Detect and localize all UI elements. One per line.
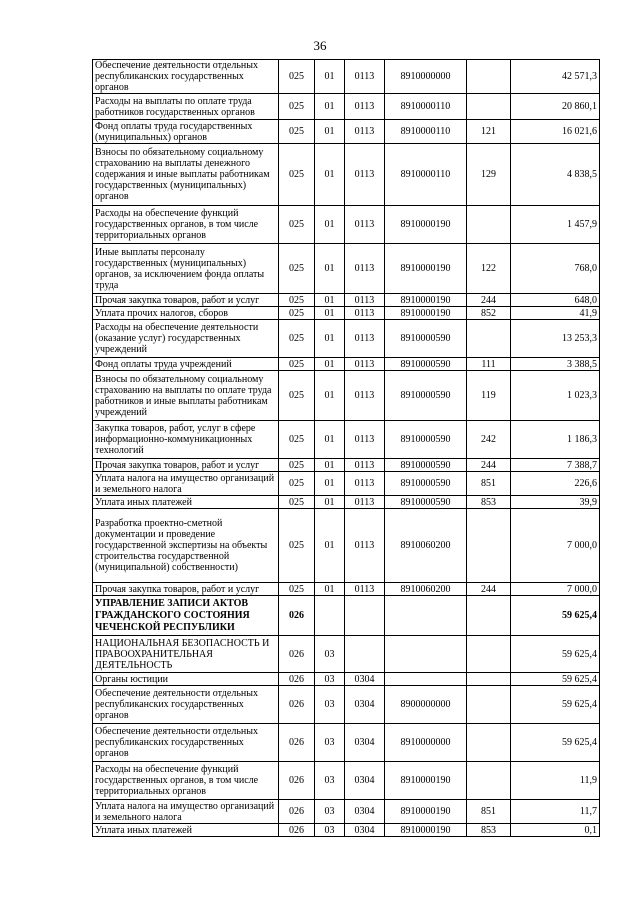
ministry-code: 026 [279, 824, 315, 837]
subsection-code: 0113 [345, 358, 385, 371]
amount: 16 021,6 [511, 120, 600, 144]
amount: 13 253,3 [511, 320, 600, 358]
ministry-code: 025 [279, 244, 315, 294]
table-row [93, 120, 600, 144]
expense-type-code [467, 596, 511, 636]
table-row [93, 472, 600, 496]
table-row [93, 94, 600, 120]
table-row [93, 421, 600, 459]
section-code: 03 [315, 800, 345, 824]
section-code: 03 [315, 724, 345, 762]
amount: 41,9 [511, 307, 600, 320]
target-article-code [385, 596, 467, 636]
section-code: 01 [315, 371, 345, 421]
amount: 1 186,3 [511, 421, 600, 459]
table-row [93, 596, 600, 636]
table-row [93, 673, 600, 686]
ministry-code: 025 [279, 421, 315, 459]
expense-type-code: 851 [467, 800, 511, 824]
amount: 3 388,5 [511, 358, 600, 371]
ministry-code: 025 [279, 294, 315, 307]
ministry-code: 025 [279, 509, 315, 583]
section-code: 01 [315, 94, 345, 120]
table-row [93, 800, 600, 824]
expense-type-code: 111 [467, 358, 511, 371]
expense-type-code [467, 686, 511, 724]
row-description: Прочая закупка товаров, работ и услуг [93, 459, 279, 472]
table-row [93, 320, 600, 358]
ministry-code: 025 [279, 144, 315, 206]
section-code: 03 [315, 762, 345, 800]
row-description: Иные выплаты персоналу государственных (муниципальных) органов, за исключением фонда оплаты труда [93, 244, 279, 294]
section-code: 01 [315, 472, 345, 496]
ministry-code: 026 [279, 762, 315, 800]
section-code: 01 [315, 206, 345, 244]
budget-table [92, 59, 600, 837]
row-description: Фонд оплаты труда государственных (муниципальных) органов [93, 120, 279, 144]
expense-type-code: 122 [467, 244, 511, 294]
expense-type-code [467, 60, 511, 94]
row-description: Обеспечение деятельности отдельных республиканских государственных органов [93, 686, 279, 724]
ministry-code: 025 [279, 120, 315, 144]
row-description: Прочая закупка товаров, работ и услуг [93, 583, 279, 596]
row-description: Расходы на обеспечение деятельности (оказание услуг) государственных учреждений [93, 320, 279, 358]
subsection-code: 0304 [345, 686, 385, 724]
subsection-code [345, 636, 385, 673]
target-article-code [385, 673, 467, 686]
table-row [93, 459, 600, 472]
ministry-code: 025 [279, 307, 315, 320]
section-code: 01 [315, 320, 345, 358]
amount: 226,6 [511, 472, 600, 496]
target-article-code: 8910000590 [385, 496, 467, 509]
subsection-code: 0304 [345, 762, 385, 800]
row-description: Фонд оплаты труда учреждений [93, 358, 279, 371]
target-article-code: 8910000190 [385, 294, 467, 307]
row-description: Взносы по обязательному социальному страхованию на выплаты по оплате труда работников и иные выплаты работникам учреждений [93, 371, 279, 421]
amount: 768,0 [511, 244, 600, 294]
expense-type-code [467, 762, 511, 800]
subsection-code: 0304 [345, 673, 385, 686]
target-article-code: 8910060200 [385, 509, 467, 583]
section-code: 01 [315, 60, 345, 94]
subsection-code: 0113 [345, 472, 385, 496]
section-code [315, 596, 345, 636]
expense-type-code: 129 [467, 144, 511, 206]
row-description: Закупка товаров, работ, услуг в сфере информационно-коммуникационных технологий [93, 421, 279, 459]
row-description: Расходы на обеспечение функций государственных органов, в том числе территориальных органов [93, 762, 279, 800]
amount: 59 625,4 [511, 686, 600, 724]
expense-type-code [467, 509, 511, 583]
target-article-code: 8910000190 [385, 762, 467, 800]
target-article-code: 8910000590 [385, 358, 467, 371]
row-description: Обеспечение деятельности отдельных республиканских государственных органов [93, 724, 279, 762]
expense-type-code: 119 [467, 371, 511, 421]
ministry-code: 026 [279, 686, 315, 724]
section-code: 01 [315, 509, 345, 583]
ministry-code: 025 [279, 60, 315, 94]
subsection-code: 0113 [345, 583, 385, 596]
table-row [93, 144, 600, 206]
target-article-code: 8910000000 [385, 60, 467, 94]
subsection-code: 0113 [345, 206, 385, 244]
section-code: 01 [315, 358, 345, 371]
subsection-code: 0113 [345, 94, 385, 120]
table-row [93, 686, 600, 724]
expense-type-code: 244 [467, 583, 511, 596]
subsection-code: 0113 [345, 371, 385, 421]
table-row [93, 358, 600, 371]
amount: 0,1 [511, 824, 600, 837]
expense-type-code: 244 [467, 294, 511, 307]
table-row [93, 60, 600, 94]
section-code: 03 [315, 673, 345, 686]
amount: 7 000,0 [511, 509, 600, 583]
row-description: Обеспечение деятельности отдельных республиканских государственных органов [93, 60, 279, 94]
target-article-code: 8910000590 [385, 371, 467, 421]
row-description: Расходы на обеспечение функций государственных органов, в том числе территориальных органов [93, 206, 279, 244]
target-article-code: 8910000190 [385, 824, 467, 837]
table-row [93, 762, 600, 800]
ministry-code: 025 [279, 358, 315, 371]
target-article-code: 8910000590 [385, 421, 467, 459]
subsection-code [345, 596, 385, 636]
subsection-code: 0113 [345, 421, 385, 459]
expense-type-code [467, 636, 511, 673]
row-description: Уплата иных платежей [93, 824, 279, 837]
amount: 42 571,3 [511, 60, 600, 94]
row-description: НАЦИОНАЛЬНАЯ БЕЗОПАСНОСТЬ И ПРАВООХРАНИТЕЛЬНАЯ ДЕЯТЕЛЬНОСТЬ [93, 636, 279, 673]
section-code: 03 [315, 686, 345, 724]
target-article-code: 8910000190 [385, 244, 467, 294]
subsection-code: 0304 [345, 724, 385, 762]
expense-type-code [467, 320, 511, 358]
target-article-code: 8910000590 [385, 459, 467, 472]
expense-type-code: 852 [467, 307, 511, 320]
expense-type-code: 853 [467, 824, 511, 837]
section-code: 01 [315, 120, 345, 144]
subsection-code: 0113 [345, 294, 385, 307]
amount: 7 000,0 [511, 583, 600, 596]
row-description: Взносы по обязательному социальному страхованию на выплаты денежного содержания и иные выплаты работникам государственных (муниципальных) органов [93, 144, 279, 206]
ministry-code: 026 [279, 596, 315, 636]
amount: 1 023,3 [511, 371, 600, 421]
section-code: 01 [315, 244, 345, 294]
amount: 59 625,4 [511, 596, 600, 636]
amount: 4 838,5 [511, 144, 600, 206]
ministry-code: 025 [279, 94, 315, 120]
amount: 648,0 [511, 294, 600, 307]
row-description: Расходы на выплаты по оплате труда работников государственных органов [93, 94, 279, 120]
target-article-code: 8910000110 [385, 94, 467, 120]
table-row [93, 294, 600, 307]
subsection-code: 0113 [345, 509, 385, 583]
page-number: 36 [313, 38, 327, 53]
amount: 59 625,4 [511, 673, 600, 686]
row-description: Прочая закупка товаров, работ и услуг [93, 294, 279, 307]
amount: 59 625,4 [511, 636, 600, 673]
amount: 39,9 [511, 496, 600, 509]
ministry-code: 025 [279, 583, 315, 596]
expense-type-code [467, 94, 511, 120]
subsection-code: 0113 [345, 496, 385, 509]
subsection-code: 0113 [345, 307, 385, 320]
target-article-code: 8910000590 [385, 320, 467, 358]
table-row [93, 307, 600, 320]
ministry-code: 025 [279, 496, 315, 509]
ministry-code: 025 [279, 206, 315, 244]
ministry-code: 026 [279, 673, 315, 686]
subsection-code: 0304 [345, 800, 385, 824]
target-article-code: 8910000590 [385, 472, 467, 496]
ministry-code: 026 [279, 724, 315, 762]
amount: 11,9 [511, 762, 600, 800]
subsection-code: 0113 [345, 144, 385, 206]
expense-type-code [467, 673, 511, 686]
row-description: Разработка проектно-сметной документации и проведение государственной экспертизы на объекты строительства государственной (муниципальной) собственности) [93, 509, 279, 583]
section-code: 01 [315, 294, 345, 307]
expense-type-code: 851 [467, 472, 511, 496]
ministry-code: 026 [279, 800, 315, 824]
amount: 59 625,4 [511, 724, 600, 762]
row-description: УПРАВЛЕНИЕ ЗАПИСИ АКТОВ ГРАЖДАНСКОГО СОСТОЯНИЯ ЧЕЧЕНСКОЙ РЕСПУБЛИКИ [93, 596, 279, 636]
section-code: 03 [315, 636, 345, 673]
target-article-code: 8910000190 [385, 307, 467, 320]
row-description: Уплата иных платежей [93, 496, 279, 509]
ministry-code: 025 [279, 320, 315, 358]
target-article-code: 8910000000 [385, 724, 467, 762]
ministry-code: 025 [279, 459, 315, 472]
section-code: 01 [315, 583, 345, 596]
subsection-code: 0304 [345, 824, 385, 837]
section-code: 01 [315, 459, 345, 472]
table-row [93, 583, 600, 596]
subsection-code: 0113 [345, 244, 385, 294]
table-row [93, 824, 600, 837]
expense-type-code [467, 206, 511, 244]
amount: 20 860,1 [511, 94, 600, 120]
target-article-code: 8910000190 [385, 206, 467, 244]
target-article-code: 8910000110 [385, 144, 467, 206]
table-row [93, 724, 600, 762]
table-row [93, 509, 600, 583]
subsection-code: 0113 [345, 60, 385, 94]
section-code: 03 [315, 824, 345, 837]
target-article-code: 8900000000 [385, 686, 467, 724]
amount: 1 457,9 [511, 206, 600, 244]
target-article-code: 8910000110 [385, 120, 467, 144]
section-code: 01 [315, 496, 345, 509]
section-code: 01 [315, 307, 345, 320]
target-article-code [385, 636, 467, 673]
section-code: 01 [315, 144, 345, 206]
target-article-code: 8910000190 [385, 800, 467, 824]
subsection-code: 0113 [345, 120, 385, 144]
table-row [93, 636, 600, 673]
table-row [93, 244, 600, 294]
subsection-code: 0113 [345, 320, 385, 358]
table-row [93, 496, 600, 509]
amount: 7 388,7 [511, 459, 600, 472]
ministry-code: 025 [279, 472, 315, 496]
row-description: Органы юстиции [93, 673, 279, 686]
subsection-code: 0113 [345, 459, 385, 472]
table-row [93, 371, 600, 421]
row-description: Уплата налога на имущество организаций и земельного налога [93, 800, 279, 824]
row-description: Уплата налога на имущество организаций и земельного налога [93, 472, 279, 496]
row-description: Уплата прочих налогов, сборов [93, 307, 279, 320]
section-code: 01 [315, 421, 345, 459]
table-row [93, 206, 600, 244]
expense-type-code: 242 [467, 421, 511, 459]
expense-type-code: 121 [467, 120, 511, 144]
expense-type-code: 853 [467, 496, 511, 509]
ministry-code: 025 [279, 371, 315, 421]
ministry-code: 026 [279, 636, 315, 673]
expense-type-code [467, 724, 511, 762]
target-article-code: 8910060200 [385, 583, 467, 596]
amount: 11,7 [511, 800, 600, 824]
expense-type-code: 244 [467, 459, 511, 472]
budget-table-body [93, 60, 600, 837]
